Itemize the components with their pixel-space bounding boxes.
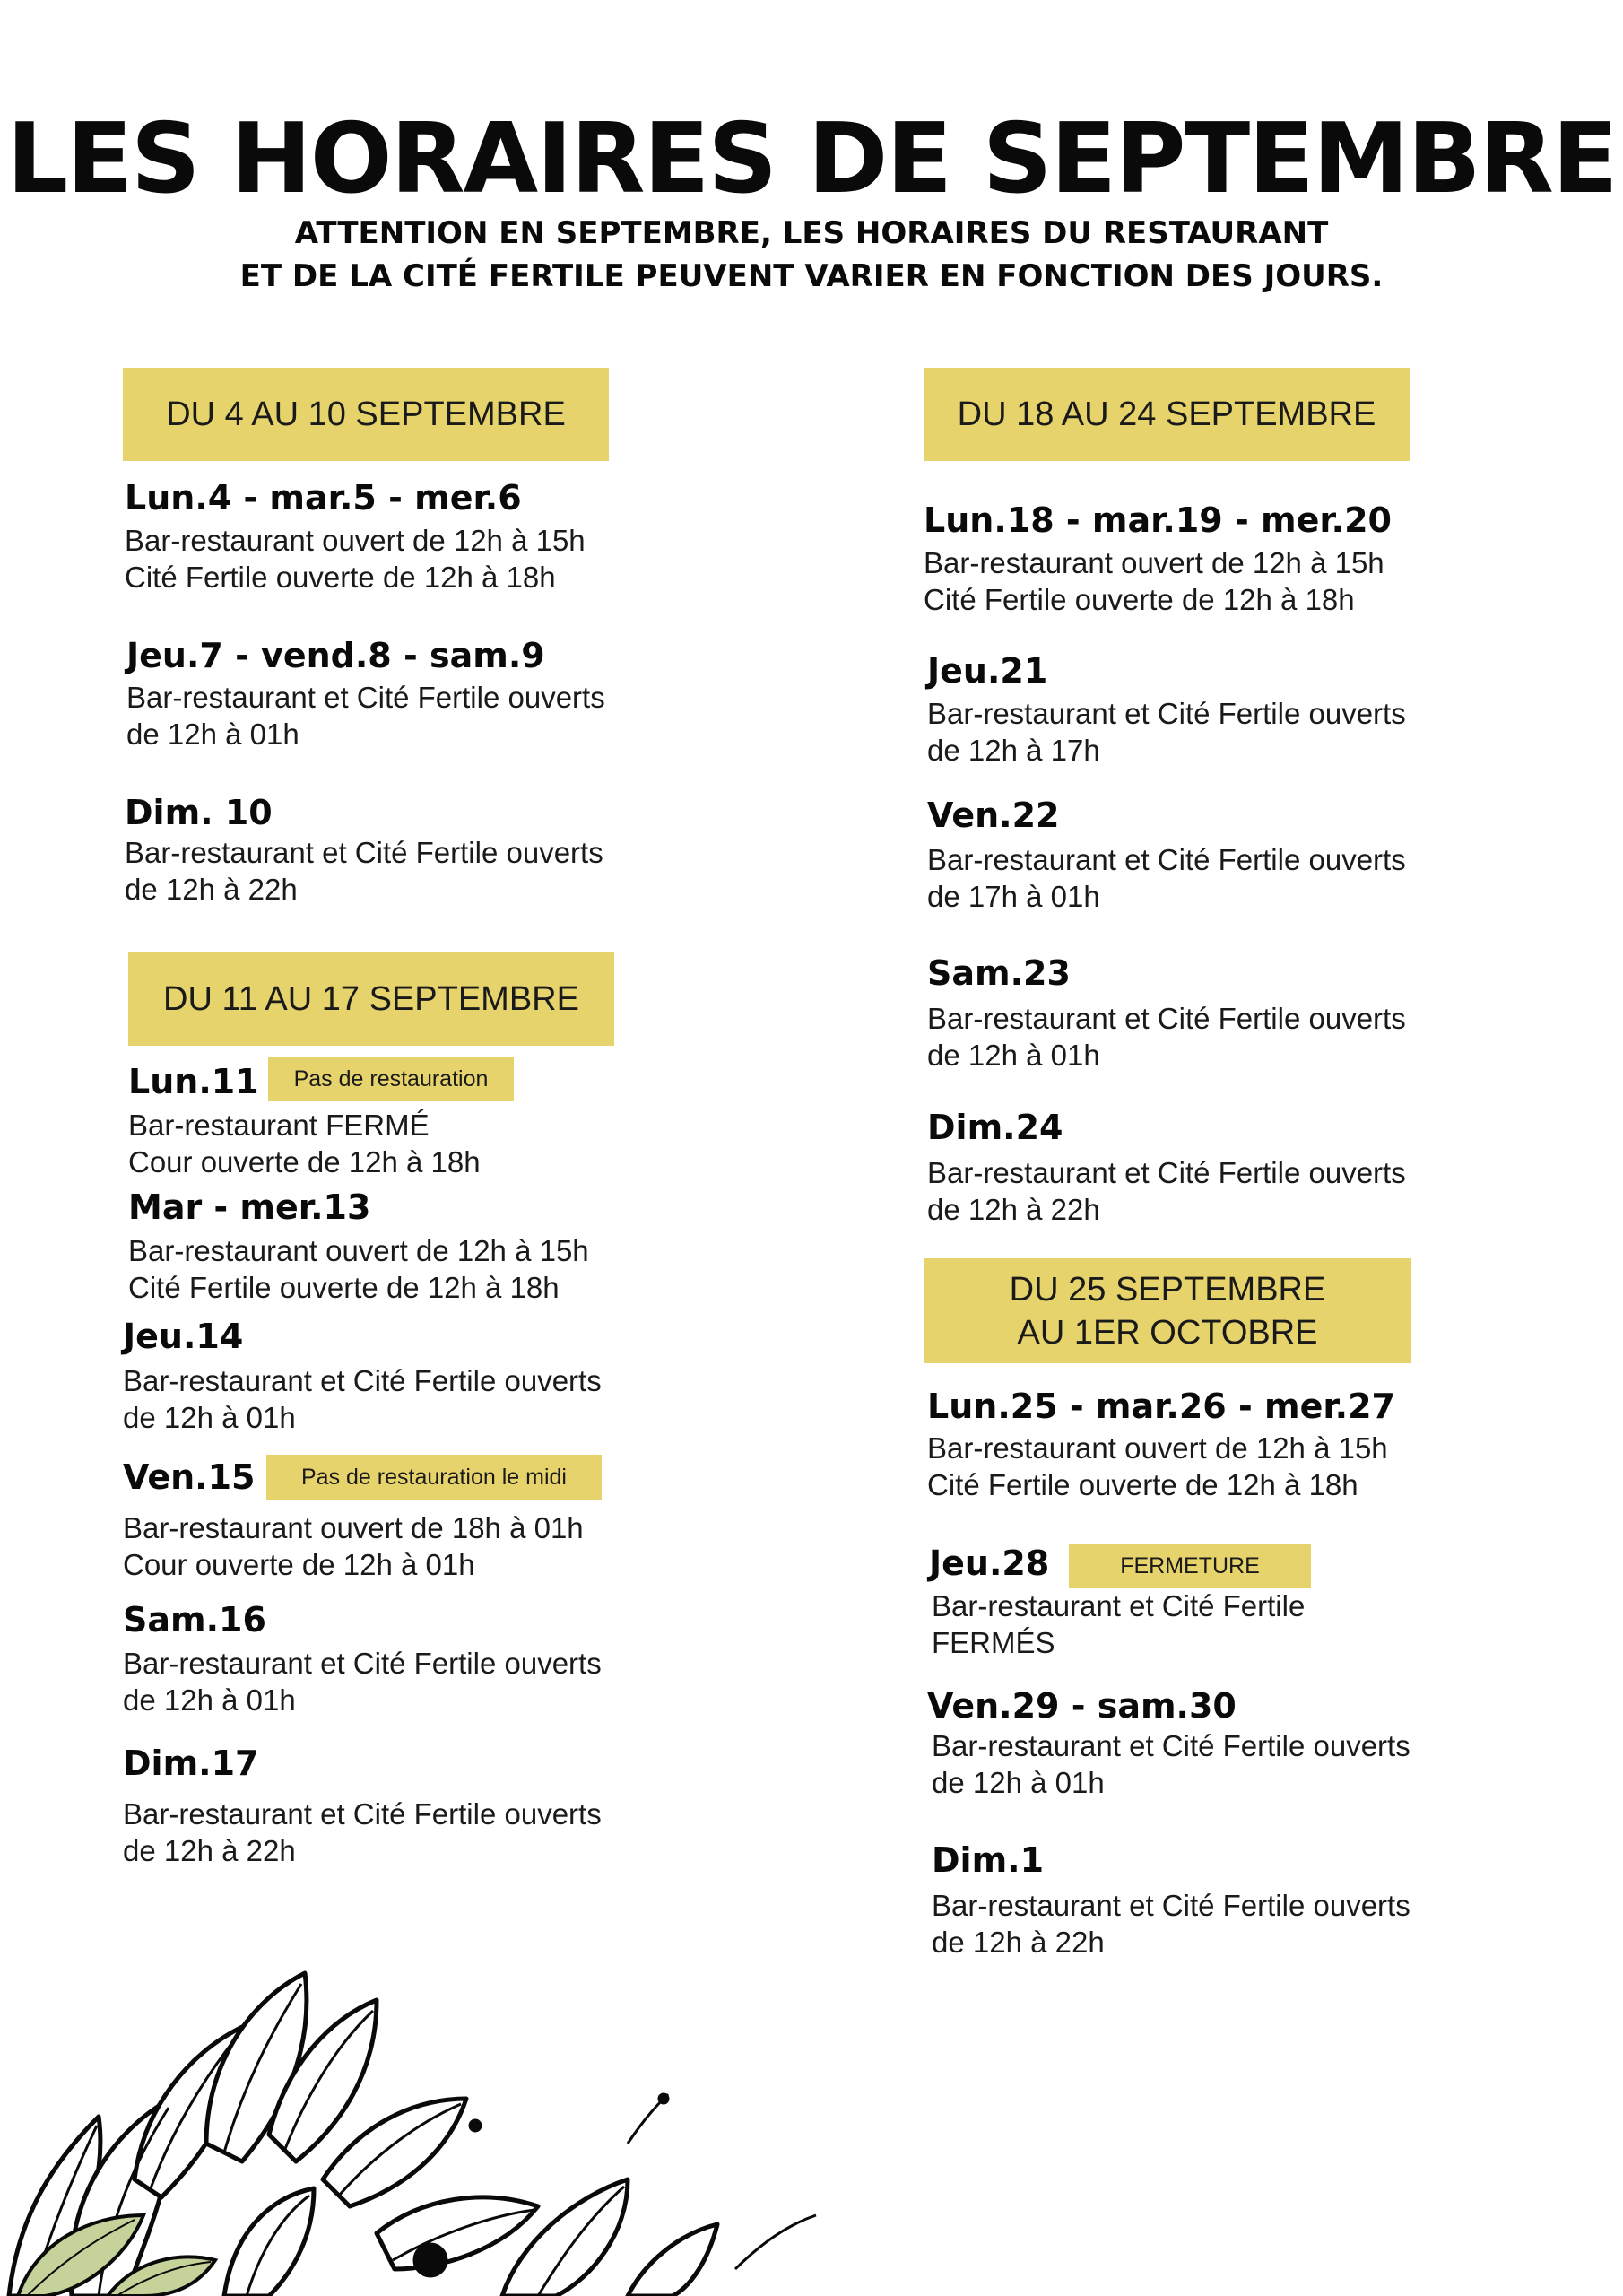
schedule-line: Cité Fertile ouverte de 12h à 18h <box>125 561 556 594</box>
day-heading: Mar - mer.13 <box>128 1187 371 1227</box>
schedule-line: de 12h à 01h <box>123 1683 296 1717</box>
day-heading: Lun.18 - mar.19 - mer.20 <box>924 500 1392 540</box>
schedule-line: Bar-restaurant ouvert de 12h à 15h <box>927 1431 1388 1465</box>
week-header-18-24: DU 18 AU 24 SEPTEMBRE <box>924 368 1410 461</box>
schedule-line: Bar-restaurant ouvert de 18h à 01h <box>123 1511 584 1544</box>
day-heading: Lun.25 - mar.26 - mer.27 <box>927 1387 1395 1426</box>
schedule-line: FERMÉS <box>932 1626 1055 1659</box>
schedule-line: Bar-restaurant et Cité Fertile ouverts <box>126 681 605 714</box>
schedule-line: Cité Fertile ouverte de 12h à 18h <box>927 1468 1358 1501</box>
schedule-line: Bar-restaurant et Cité Fertile ouverts <box>927 843 1406 876</box>
schedule-line: Bar-restaurant et Cité Fertile ouverts <box>927 697 1406 730</box>
day-heading: Sam.16 <box>123 1600 266 1639</box>
schedule-line: Cour ouverte de 12h à 18h <box>128 1145 481 1178</box>
week-header-line: AU 1ER OCTOBRE <box>1017 1313 1318 1352</box>
notice-badge: Pas de restauration <box>268 1057 514 1101</box>
day-heading: Sam.23 <box>927 953 1071 993</box>
day-heading: Dim.17 <box>123 1744 259 1783</box>
day-heading: Ven.15 <box>123 1457 256 1497</box>
day-heading: Lun.11 <box>128 1062 259 1101</box>
notice-badge: Pas de restauration le midi <box>266 1455 602 1500</box>
schedule-line: de 12h à 17h <box>927 734 1100 767</box>
day-heading: Jeu.21 <box>927 651 1048 691</box>
schedule-line: de 12h à 01h <box>123 1401 296 1434</box>
page-title: LES HORAIRES DE SEPTEMBRE <box>6 103 1617 215</box>
schedule-line: de 12h à 22h <box>927 1193 1100 1226</box>
schedule-line: de 12h à 22h <box>123 1834 296 1867</box>
notice-badge: FERMETURE <box>1069 1544 1311 1588</box>
schedule-line: de 17h à 01h <box>927 880 1100 913</box>
day-heading: Lun.4 - mar.5 - mer.6 <box>125 478 522 517</box>
schedule-line: Bar-restaurant et Cité Fertile ouverts <box>123 1364 602 1397</box>
day-heading: Jeu.14 <box>123 1317 244 1356</box>
schedule-line: Cour ouverte de 12h à 01h <box>123 1548 475 1581</box>
schedule-line: Bar-restaurant et Cité Fertile ouverts <box>927 1156 1406 1189</box>
schedule-line: Bar-restaurant et Cité Fertile ouverts <box>123 1647 602 1680</box>
week-header-11-17: DU 11 AU 17 SEPTEMBRE <box>128 952 614 1046</box>
schedule-line: Cité Fertile ouverte de 12h à 18h <box>924 583 1355 616</box>
schedule-line: Bar-restaurant ouvert de 12h à 15h <box>924 546 1384 579</box>
schedule-line: Bar-restaurant et Cité Fertile ouverts <box>932 1889 1410 1922</box>
schedule-line: Cité Fertile ouverte de 12h à 18h <box>128 1271 560 1304</box>
day-heading: Jeu.28 <box>929 1544 1050 1583</box>
day-heading: Dim.24 <box>927 1108 1063 1147</box>
day-heading: Dim. 10 <box>125 793 273 832</box>
schedule-line: Bar-restaurant et Cité Fertile <box>932 1589 1306 1622</box>
day-heading: Dim.1 <box>932 1840 1045 1880</box>
week-header-25-1 <box>924 1258 1411 1363</box>
day-heading: Jeu.7 - vend.8 - sam.9 <box>126 636 545 675</box>
schedule-line: Bar-restaurant et Cité Fertile ouverts <box>125 836 603 869</box>
schedule-line: de 12h à 01h <box>126 718 299 751</box>
schedule-line: de 12h à 22h <box>932 1926 1105 1959</box>
subtitle-line: ET DE LA CITÉ FERTILE PEUVENT VARIER EN FONCTION DES JOURS. <box>239 258 1384 294</box>
page-subtitle <box>0 212 1623 298</box>
schedule-line: Bar-restaurant et Cité Fertile ouverts <box>932 1729 1410 1762</box>
schedule-line: Bar-restaurant et Cité Fertile ouverts <box>123 1797 602 1831</box>
schedule-line: Bar-restaurant ouvert de 12h à 15h <box>128 1234 589 1267</box>
floral-illustration <box>0 1910 861 2296</box>
week-header-line: DU 25 SEPTEMBRE <box>1009 1270 1326 1309</box>
schedule-line: Bar-restaurant et Cité Fertile ouverts <box>927 1002 1406 1035</box>
schedule-line: Bar-restaurant ouvert de 12h à 15h <box>125 524 586 557</box>
day-heading: Ven.29 - sam.30 <box>927 1686 1237 1726</box>
schedule-line: de 12h à 01h <box>927 1039 1100 1072</box>
subtitle-line: ATTENTION EN SEPTEMBRE, LES HORAIRES DU RESTAURANT <box>294 215 1329 251</box>
day-heading: Ven.22 <box>927 796 1060 835</box>
schedule-line: de 12h à 01h <box>932 1766 1105 1799</box>
schedule-line: de 12h à 22h <box>125 873 298 906</box>
week-header-4-10: DU 4 AU 10 SEPTEMBRE <box>123 368 609 461</box>
schedule-line: Bar-restaurant FERMÉ <box>128 1109 430 1142</box>
